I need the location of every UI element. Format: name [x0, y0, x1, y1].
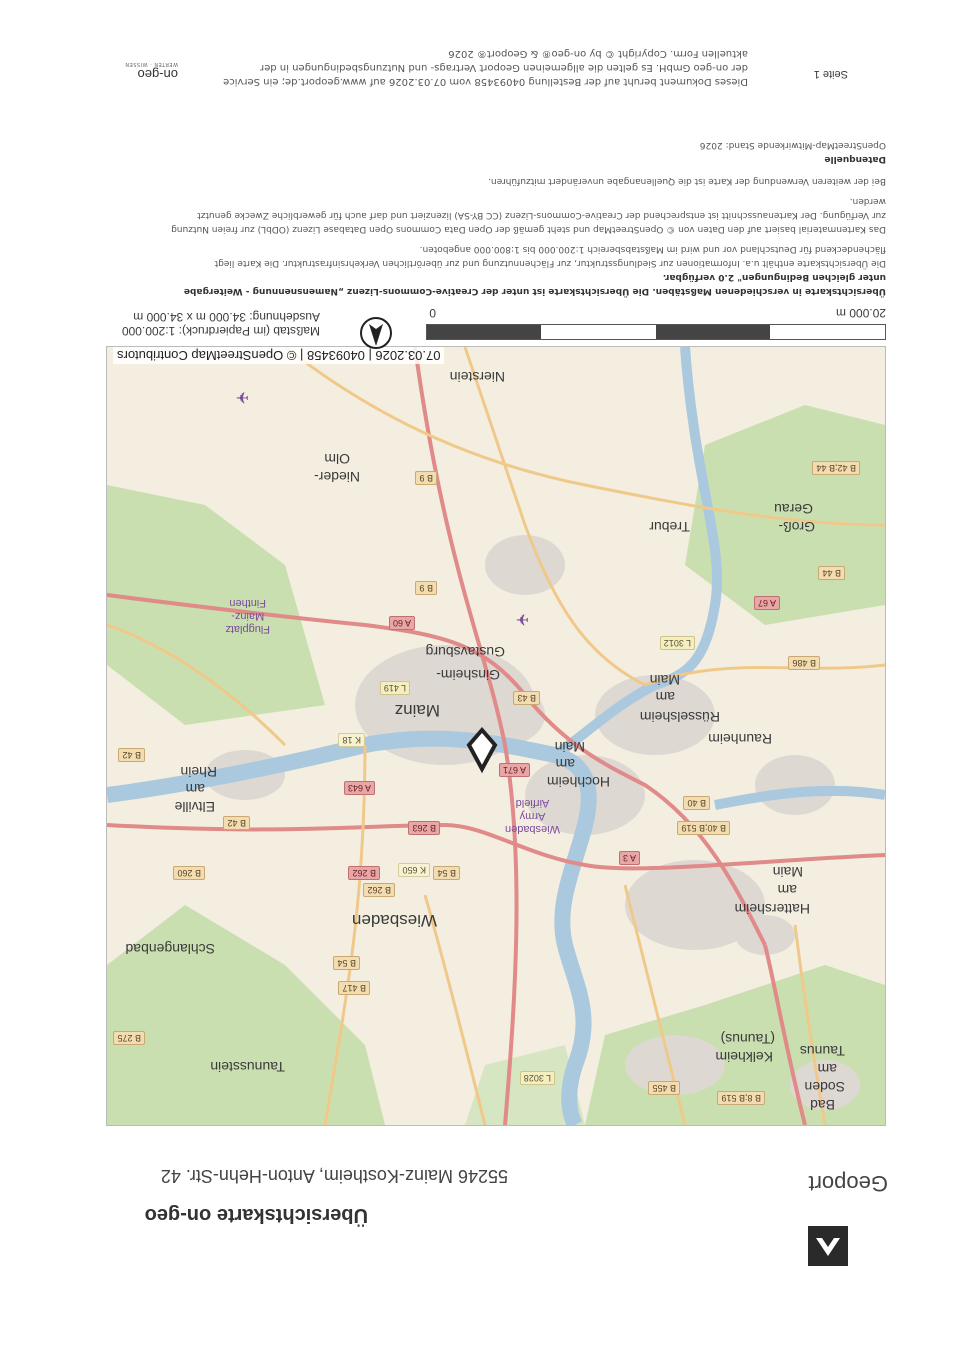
place-bad-soden-4: Taunus	[799, 1043, 845, 1059]
poi-airport-line-3: Finthen	[229, 597, 267, 609]
address: 55246 Mainz-Kostheim, Anton-Hehn-Str. 42	[160, 1166, 508, 1186]
north-arrow-icon	[359, 316, 393, 350]
road-shield: B 262	[363, 883, 395, 897]
place-gross-gerau-2: Gerau	[774, 501, 813, 517]
road-shield: B 455	[648, 1081, 680, 1095]
road-shield: B 40	[683, 796, 710, 810]
place-eltville-2: am	[185, 781, 205, 797]
on-geo-logo-text: on-geo	[137, 67, 178, 82]
road-shield: B 42;B 44	[812, 461, 860, 475]
road-shield: L 3012	[660, 636, 695, 650]
road-shield: L 419	[380, 681, 410, 695]
road-shield: B 42	[223, 816, 250, 830]
page-title: Übersichtskarte on-geo	[144, 1204, 368, 1226]
poi-wiesbaden-army-airfield	[505, 796, 560, 835]
info-paragraph: zur Verfügung. Der Kartenausschnitt ist entsprechend der Creative-Commons-Lizenz (CC BY-SA) lizenziert und darf auch für gewerbliche Zwecke genutzt	[197, 210, 886, 220]
scale-segment	[427, 325, 542, 339]
poi-airfield-line-2: Army	[519, 810, 546, 822]
road-shield: B 8;B 519	[717, 1091, 765, 1105]
place-nierstein: Nierstein	[449, 369, 505, 385]
place-nieder-olm-2: Olm	[324, 451, 350, 467]
scale-extent: Ausdehnung: 34.000 m x 34.000 m	[133, 310, 320, 324]
place-hochheim: Hochheim	[546, 774, 610, 790]
place-hattersheim-3: Main	[772, 864, 803, 880]
place-bad-soden-3: am	[817, 1061, 837, 1077]
place-ruesselsheim-2: am	[655, 689, 675, 705]
place-kelkheim: Kelkheim	[715, 1049, 773, 1065]
poi-airfield-line-3: Airfield	[515, 797, 550, 809]
road-shield: B 54	[333, 956, 360, 970]
place-hattersheim-2: am	[777, 882, 797, 898]
place-eltville-3: Rhein	[180, 764, 217, 780]
place-raunheim: Raunheim	[708, 731, 772, 747]
scale-ratio: Maßstab (im Papierdruck): 1:200.000	[121, 324, 320, 338]
on-geo-logo	[125, 61, 178, 82]
scale-max-label: 20.000 m	[835, 306, 886, 320]
road-shield: L 3028	[520, 1071, 555, 1085]
road-shield: B 417	[338, 981, 370, 995]
info-paragraph: Das Kartenmaterial basiert auf den Daten von © OpenStreetMap und steht gemäß der Open Data Commons Open Database Lizenz (ODbL) zur freien Nutzung	[171, 224, 886, 234]
poi-airport-line-1: Flugplatz	[225, 623, 270, 635]
place-ruesselsheim-3: Main	[649, 672, 680, 688]
road-shield: A 67	[754, 596, 780, 610]
poi-airfield-line-1: Wiesbaden	[504, 823, 560, 835]
geoport-logo-icon	[808, 1226, 848, 1266]
svg-text:✈: ✈	[515, 610, 529, 629]
place-taunusstein: Taunusstein	[210, 1059, 285, 1075]
road-shield: K 650	[398, 863, 430, 877]
footer-line: Dieses Dokument beruht auf der Bestellung 04093458 vom 07.03.2026 auf www.geoport.de; ein Service	[223, 76, 748, 87]
road-shield: B 263	[408, 821, 440, 835]
footer	[108, 38, 848, 88]
road-shield: B 275	[113, 1031, 145, 1045]
place-eltville: Eltville	[174, 799, 215, 815]
road-shield: K 18	[338, 733, 365, 747]
scale-segment	[771, 325, 886, 339]
place-ginsheim: Ginsheim-	[436, 667, 500, 683]
place-wiesbaden: Wiesbaden	[351, 911, 437, 930]
scale-bar	[426, 324, 886, 340]
svg-text:✈: ✈	[235, 388, 249, 407]
road-shield: B 43	[513, 691, 540, 705]
info-heading-2: unter gleichen Bedingungen" 2.0 verfügbar.	[662, 272, 886, 282]
place-bad-soden-2: Soden	[804, 1079, 845, 1095]
road-shield: B 486	[788, 656, 820, 670]
on-geo-logo-sub: WERTEN · WISSEN	[124, 61, 178, 67]
info-paragraph: Die Übersichtskarte enthält u.a. Informationen zur Siedlungsstruktur, zur Flächennutzung und zur überörtlichen Verkehrsinfrastruktur. Die Karte liegt	[214, 258, 886, 268]
road-shield: B 44	[818, 566, 845, 580]
place-ruesselsheim: Rüsselsheim	[639, 709, 720, 725]
place-trebur: Trebur	[649, 519, 690, 535]
map-caption: 07.03.2026 | 04093458 | © OpenStreetMap Contributors	[113, 347, 445, 364]
road-shield: B 262	[348, 866, 380, 880]
page-number: Seite 1	[813, 68, 848, 80]
footer-line: der on-geo GmbH. Es gelten die allgemeinen Geoport Vertrags- und Nutzungsbedingungen in der	[260, 62, 748, 73]
place-nieder-olm: Nieder-	[314, 469, 360, 485]
road-shield: B 9	[415, 581, 437, 595]
road-shield: B 42	[118, 748, 145, 762]
place-gross-gerau: Groß-	[778, 519, 815, 535]
place-hochheim-2: am	[555, 756, 575, 772]
footer-text	[188, 46, 748, 88]
source-heading: Datenquelle	[824, 154, 886, 164]
road-shield: A 60	[389, 616, 415, 630]
map-frame	[106, 346, 886, 1126]
place-bad-soden: Bad	[810, 1097, 835, 1113]
scale-segment	[656, 325, 771, 339]
place-hattersheim: Hattersheim	[734, 901, 810, 917]
info-paragraph: werden.	[849, 196, 886, 206]
road-shield: B 9	[415, 471, 437, 485]
road-shield: A 671	[499, 763, 530, 777]
road-shield: A 643	[344, 781, 375, 795]
info-paragraph: flächendeckend für Deutschland vor und wird im Maßstabsbereich 1:200.000 bis 1:800.000 angeboten.	[419, 244, 886, 254]
poi-airport-mainz-finthen	[225, 596, 270, 635]
info-block	[108, 138, 886, 298]
place-mainz: Mainz	[394, 701, 440, 720]
road-shield: B 40;B 519	[677, 821, 730, 835]
scale-segment	[542, 325, 657, 339]
place-kelkheim-2: (Taunus)	[720, 1031, 775, 1047]
road-shield: A 3	[619, 851, 640, 865]
info-heading: Übersichtskarte in verschiedenen Maßstäben. Die Übersichtskarte ist unter der Creative-Commons-Lizenz „Namensnennung - Weitergabe	[183, 286, 886, 296]
place-hochheim-3: Main	[554, 739, 585, 755]
footer-line: aktuellen Form. Copyright © by on-geo® & Geoport® 2026	[448, 48, 748, 59]
place-gustavsburg: Gustavsburg	[425, 644, 505, 660]
source-text: OpenStreetMap-Mitwirkende Stand: 2026	[699, 140, 886, 150]
info-paragraph: Bei der weiteren Verwendung der Karte ist die Quellenangabe unverändert mitzuführen.	[488, 176, 886, 186]
scale-zero-label: 0	[429, 306, 436, 320]
road-shield: B 260	[173, 866, 205, 880]
place-schlangenbad: Schlangenbad	[125, 941, 215, 957]
road-shield: B 54	[433, 866, 460, 880]
poi-airport-line-2: Mainz-	[231, 610, 265, 622]
brand-name: Geoport	[808, 1171, 888, 1196]
